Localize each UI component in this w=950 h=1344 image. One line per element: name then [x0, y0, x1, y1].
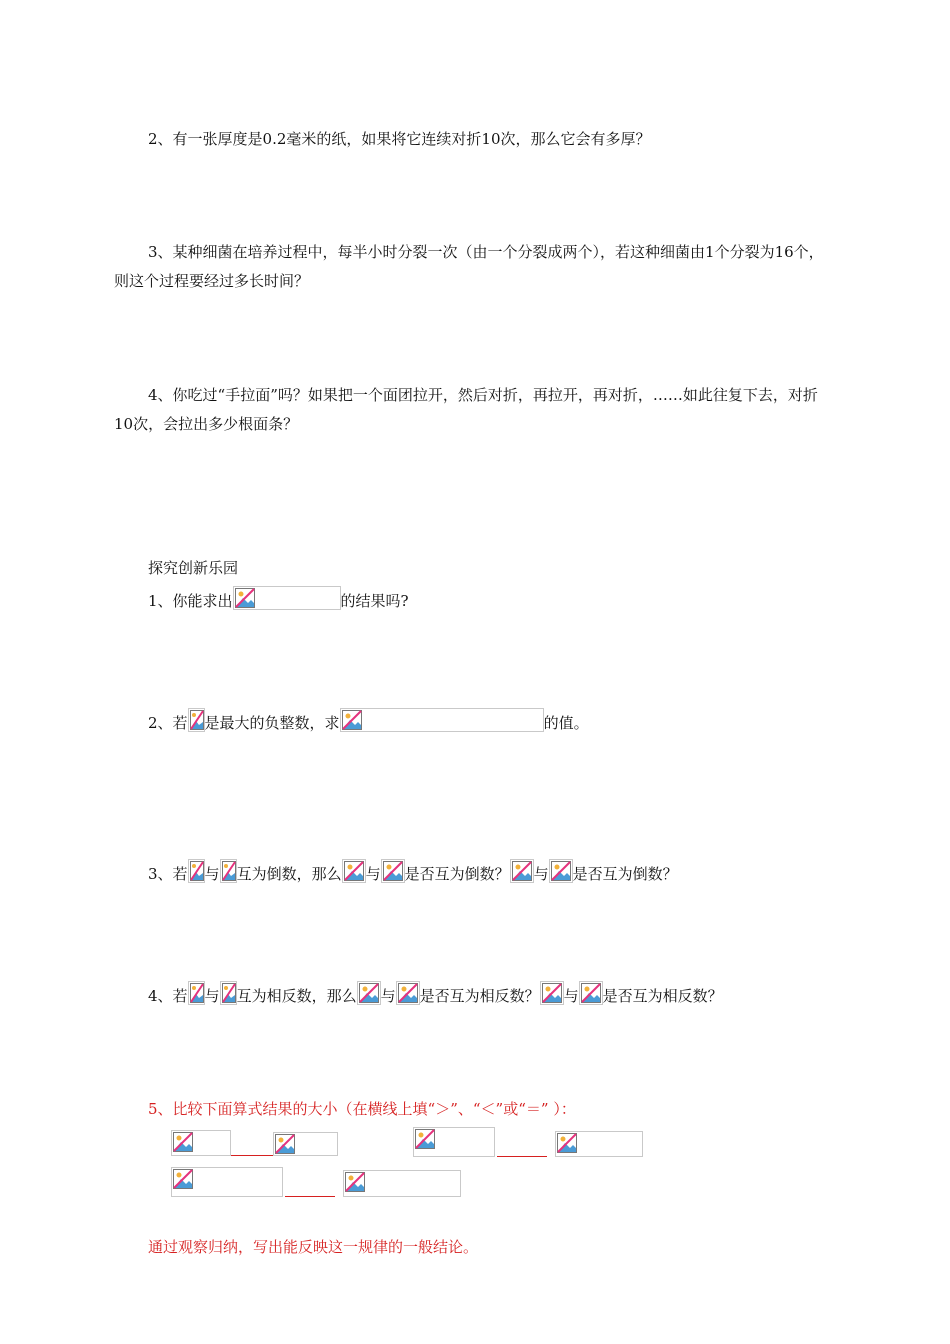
broken-image-icon — [581, 983, 601, 1003]
q4-t3: 是否互为相反数？ — [602, 987, 723, 1005]
comparison-3 — [171, 1167, 461, 1197]
question-2 — [148, 708, 589, 734]
broken-image-icon — [190, 861, 204, 881]
broken-image-icon — [190, 710, 204, 730]
question-4 — [148, 981, 723, 1007]
q3-t3: 是否互为倒数？ — [572, 865, 678, 883]
broken-image-icon — [222, 983, 236, 1003]
formula-image — [171, 1130, 231, 1156]
formula-image — [381, 859, 405, 883]
formula-image — [357, 981, 381, 1005]
problem-2: 2、有一张厚度是0.2毫米的纸，如果将它连续对折10次，那么它会有多厚？ — [148, 130, 651, 148]
broken-image-icon — [542, 983, 562, 1003]
problem-3-line2: 则这个过程要经过多长时间？ — [114, 272, 310, 290]
q2-suffix: 的值。 — [543, 714, 589, 732]
section-title: 探究创新乐园 — [148, 559, 239, 577]
formula-image — [396, 981, 420, 1005]
q3-yu-1: 与 — [204, 865, 220, 883]
broken-image-icon — [173, 1169, 193, 1189]
broken-image-icon — [415, 1129, 435, 1149]
formula-image — [220, 859, 237, 883]
formula-image — [340, 708, 544, 732]
formula-image — [188, 859, 205, 883]
conclusion-prompt: 通过观察归纳，写出能反映这一规律的一般结论。 — [148, 1238, 479, 1256]
q4-t1: 互为相反数，那么 — [236, 987, 357, 1005]
formula-image — [555, 1131, 643, 1157]
comparison-1 — [171, 1130, 338, 1156]
q3-t1: 互为倒数，那么 — [236, 865, 342, 883]
formula-image — [188, 981, 205, 1005]
q4-t2: 是否互为相反数？ — [419, 987, 540, 1005]
broken-image-icon — [383, 861, 403, 881]
q1-prefix: 1、你能求出 — [148, 592, 233, 610]
broken-image-icon — [345, 1172, 365, 1192]
formula-image — [413, 1127, 495, 1157]
question-5: 5、比较下面算式结果的大小（在横线上填“＞”、“＜”或“＝” ）： — [148, 1100, 576, 1118]
broken-image-icon — [398, 983, 418, 1003]
broken-image-icon — [557, 1133, 577, 1153]
problem-3-line1: 3、某种细菌在培养过程中，每半小时分裂一次（由一个分裂成两个），若这种细菌由1个分裂为16个， — [148, 243, 824, 261]
q3-t2: 是否互为倒数？ — [404, 865, 510, 883]
question-1 — [148, 586, 409, 612]
q3-prefix: 3、若 — [148, 865, 188, 883]
broken-image-icon — [173, 1132, 193, 1152]
formula-image — [342, 859, 366, 883]
formula-image — [233, 586, 341, 610]
q4-yu-2: 与 — [380, 987, 396, 1005]
formula-image — [343, 1170, 461, 1197]
broken-image-icon — [342, 710, 362, 730]
problem-4-line1: 4、你吃过“手拉面”吗？如果把一个面团拉开，然后对折，再拉开，再对折，……如此往复下去，对折 — [148, 386, 818, 404]
question-3 — [148, 859, 678, 885]
formula-image — [171, 1167, 283, 1197]
q4-yu-1: 与 — [204, 987, 220, 1005]
answer-blank[interactable] — [497, 1156, 547, 1157]
formula-image — [220, 981, 237, 1005]
answer-blank[interactable] — [231, 1155, 273, 1156]
answer-blank[interactable] — [285, 1196, 335, 1197]
q3-yu-2: 与 — [365, 865, 381, 883]
broken-image-icon — [275, 1134, 295, 1154]
formula-image — [273, 1132, 338, 1156]
comparison-2 — [413, 1127, 643, 1157]
q2-prefix: 2、若 — [148, 714, 188, 732]
formula-image — [188, 708, 205, 732]
broken-image-icon — [512, 861, 532, 881]
formula-image — [510, 859, 534, 883]
broken-image-icon — [359, 983, 379, 1003]
q2-mid: 是最大的负整数，求 — [204, 714, 340, 732]
formula-image — [579, 981, 603, 1005]
broken-image-icon — [235, 588, 255, 608]
broken-image-icon — [551, 861, 571, 881]
broken-image-icon — [190, 983, 204, 1003]
q4-yu-3: 与 — [563, 987, 579, 1005]
problem-4-line2: 10次，会拉出多少根面条？ — [114, 415, 299, 433]
broken-image-icon — [344, 861, 364, 881]
q1-suffix: 的结果吗? — [340, 592, 409, 610]
q3-yu-3: 与 — [533, 865, 549, 883]
formula-image — [549, 859, 573, 883]
formula-image — [540, 981, 564, 1005]
broken-image-icon — [222, 861, 236, 881]
q4-prefix: 4、若 — [148, 987, 188, 1005]
